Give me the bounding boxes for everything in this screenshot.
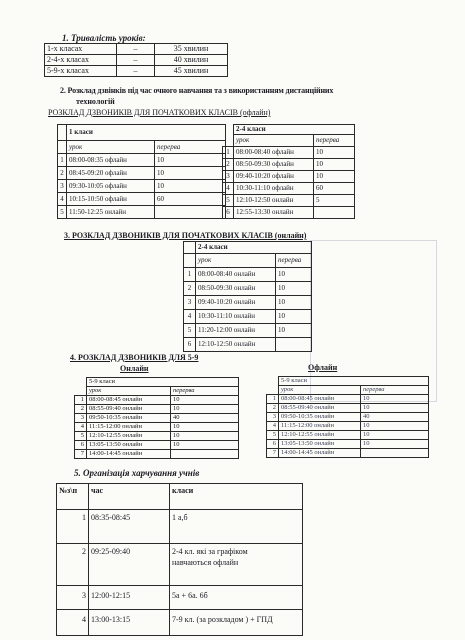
table-row: 1 08:00-08:40 онлайн 10 — [184, 268, 312, 282]
grade-cell: 2-4-х класах — [45, 55, 117, 66]
table-row: 5 12:10-12:55 онлайн 10 — [75, 432, 239, 441]
table-row: 1 08:00-08:35 офлайн 10 — [58, 154, 226, 167]
table-row — [45, 66, 228, 77]
table-row: 4 13:00-13:15 7-9 кл. (за розкладом ) + ГПД — [57, 610, 303, 636]
dash-cell: – — [117, 44, 155, 55]
section-3-title: 3. РОЗКЛАД ДЗВОНИКІВ ДЛЯ ПОЧАТКОВИХ КЛАСІВ (онлайн) — [64, 231, 307, 240]
section-2-subtitle: РОЗКЛАД ДЗВОНИКІВ ДЛЯ ПОЧАТКОВИХ КЛАСІВ (офлайн) — [48, 108, 271, 117]
schedule-grade2-4-online — [183, 241, 312, 352]
table-header: 5-9 класи — [87, 378, 239, 387]
section-5-title: 5. Організація харчування учнів — [74, 468, 200, 478]
table-row: 4 11:15-12:00 онлайн 10 — [75, 423, 239, 432]
table-row: 4 10:30-11:10 онлайн 10 — [184, 310, 312, 324]
meal-schedule-table — [56, 483, 303, 636]
dash-cell: – — [117, 55, 155, 66]
col-break: перерва — [314, 135, 355, 147]
table-row: 3 09:40-10:20 офлайн 10 — [223, 171, 355, 183]
col-lesson: урок — [67, 141, 155, 154]
table-row: 5 11:20-12:00 онлайн 10 — [184, 324, 312, 338]
table-header: 2-4 класи — [196, 242, 312, 254]
table-row: 5 11:50-12:25 онлайн — [58, 206, 226, 219]
online-label: Онлайн — [120, 364, 149, 373]
table-header: 2-4 класи — [234, 125, 355, 135]
table-row: 3 09:40-10:20 онлайн 10 — [184, 296, 312, 310]
table-row: 3 09:50-10:35 онлайн 40 — [75, 414, 239, 423]
table-row: 7 14:00-14:45 онлайн — [75, 450, 239, 459]
schedule-grade2-4-offline — [222, 124, 355, 219]
table-row: 2 08:55-09:40 онлайн 10 — [75, 405, 239, 414]
grade-cell: 5-9-х класах — [45, 66, 117, 77]
table-header-row — [75, 378, 239, 387]
col-break: перерва — [155, 141, 226, 154]
table-row: 3 09:30-10:05 офлайн 10 — [58, 180, 226, 193]
table-header-row — [184, 242, 312, 254]
schedule-grade5-9-offline — [266, 376, 429, 458]
section-4-title: 4. РОЗКЛАД ДЗВОНИКІВ ДЛЯ 5-9 — [70, 353, 199, 362]
table-row: 2 08:50-09:30 офлайн 10 — [223, 159, 355, 171]
table-row: 1 08:00-08:40 офлайн 10 — [223, 147, 355, 159]
table-row: 4 10:30-11:10 офлайн 60 — [223, 183, 355, 195]
table-row: 1 08:35-08:45 1 а,б — [57, 510, 303, 544]
table-subheader-row — [223, 135, 355, 147]
section-1-title: 1. Тривалість уроків: — [62, 33, 146, 43]
table-header-row — [58, 125, 226, 141]
table-header: 1 класи — [67, 125, 226, 141]
col-number: №з\п — [57, 484, 89, 510]
col-lesson: урок — [196, 254, 276, 268]
table-row: 2 09:25-09:40 2-4 кл. які за графіком навчаються офлайн — [57, 544, 303, 586]
col-break: перерва — [361, 386, 429, 395]
table-header: 5-9 класи — [279, 377, 429, 386]
table-subheader-row — [75, 387, 239, 396]
duration-cell: 45 хвилин — [155, 66, 228, 77]
table-row: 1 08:00-08:45 онлайн 10 — [267, 395, 429, 404]
grade-cell: 1-х класах — [45, 44, 117, 55]
table-row: 6 13:05-13:50 онлайн 10 — [75, 441, 239, 450]
col-break: перерва — [171, 387, 239, 396]
table-row — [45, 44, 228, 55]
table-row: 5 12:10-12:50 онлайн 5 — [223, 195, 355, 207]
table-row: 1 08:00-08:45 онлайн 10 — [75, 396, 239, 405]
lesson-duration-table — [44, 43, 228, 77]
table-row: 6 12:10-12:50 онлайн — [184, 338, 312, 352]
col-break: перерва — [276, 254, 312, 268]
duration-cell: 35 хвилин — [155, 44, 228, 55]
schedule-grade1-offline — [57, 124, 226, 219]
table-header-row — [223, 125, 355, 135]
col-classes: класи — [170, 484, 303, 510]
table-row: 4 11:15-12:00 онлайн 10 — [267, 422, 429, 431]
table-row: 4 10:15-10:50 офлайн 60 — [58, 193, 226, 206]
table-subheader-row — [184, 254, 312, 268]
table-subheader-row — [267, 386, 429, 395]
section-2-title-cont: технологій — [76, 97, 115, 106]
table-row: 2 08:50-09:30 онлайн 10 — [184, 282, 312, 296]
table-row: 3 12:00-12:15 5а + 6а. 6б — [57, 586, 303, 610]
table-row: 2 08:45-09:20 офлайн 10 — [58, 167, 226, 180]
table-row: 6 13:05-13:50 онлайн 10 — [267, 440, 429, 449]
table-header-row — [267, 377, 429, 386]
table-row — [45, 55, 228, 66]
schedule-grade5-9-online — [74, 377, 239, 459]
dash-cell: – — [117, 66, 155, 77]
table-header-row — [57, 484, 303, 510]
col-time: час — [89, 484, 170, 510]
table-row: 2 08:55-09:40 онлайн 10 — [267, 404, 429, 413]
table-row: 6 12:55-13:30 онлайн — [223, 207, 355, 219]
table-row: 3 09:50-10:35 онлайн 40 — [267, 413, 429, 422]
section-2-title: 2. Розклад дзвінків під час очного навчання та з використанням дистанційних — [60, 86, 334, 95]
table-row: 7 14:00-14:45 онлайн — [267, 449, 429, 458]
col-lesson: урок — [279, 386, 361, 395]
duration-cell: 40 хвилин — [155, 55, 228, 66]
col-lesson: урок — [87, 387, 171, 396]
offline-label: Офлайн — [308, 363, 338, 372]
table-subheader-row — [58, 141, 226, 154]
col-lesson: урок — [234, 135, 314, 147]
table-row: 5 12:10-12:55 онлайн 10 — [267, 431, 429, 440]
